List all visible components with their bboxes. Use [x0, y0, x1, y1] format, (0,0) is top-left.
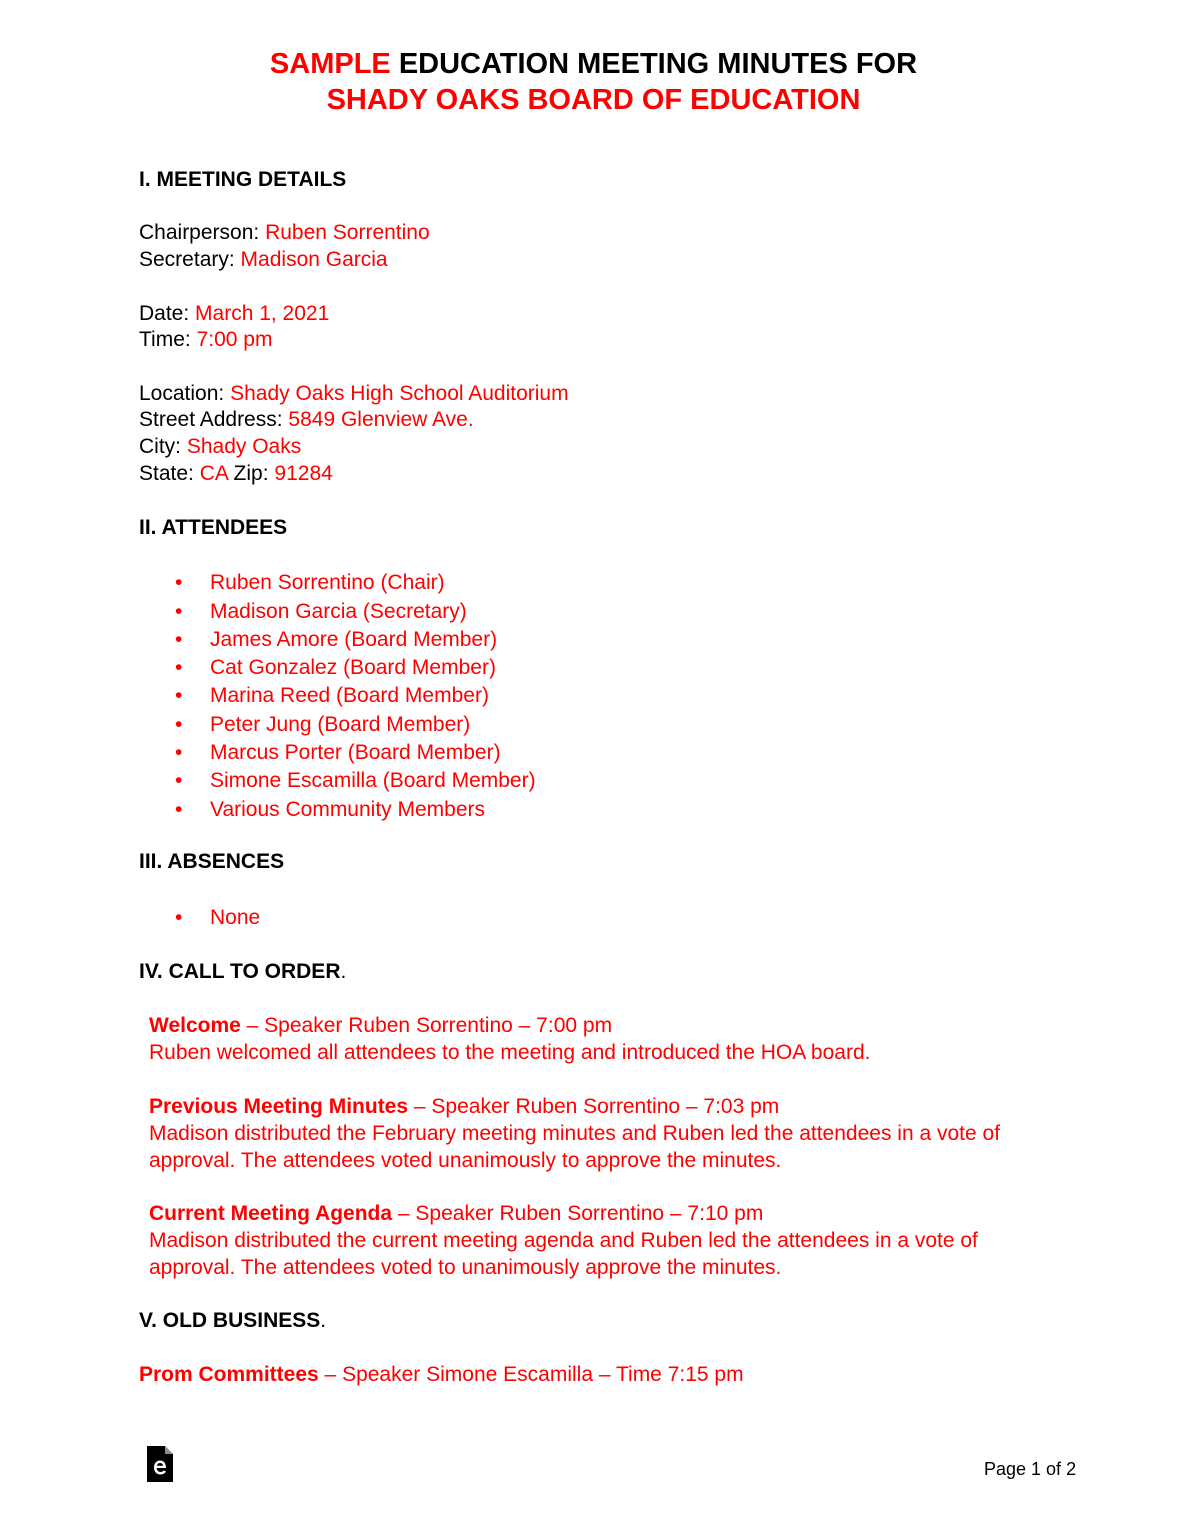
section-heading-call-to-order: IV. CALL TO ORDER. — [139, 960, 347, 983]
city-line — [139, 434, 301, 460]
bullet-icon: • — [175, 713, 183, 736]
list-item: • James Amore (Board Member) — [175, 628, 498, 651]
agenda-item-title: Current Meeting Agenda — [149, 1202, 393, 1225]
bullet-icon: • — [175, 906, 183, 929]
chairperson-value: Ruben Sorrentino — [265, 221, 430, 244]
page-number: Page 1 of 2 — [984, 1459, 1077, 1479]
agenda-item-previous-minutes — [149, 1093, 1049, 1174]
list-item: • Cat Gonzalez (Board Member) — [175, 656, 496, 679]
city-label: City: — [139, 435, 187, 458]
chairperson-label: Chairperson: — [139, 221, 266, 244]
agenda-item-speaker: – Speaker Simone Escamilla – Time 7:15 pm — [318, 1363, 744, 1386]
secretary-value: Madison Garcia — [240, 248, 388, 271]
section-heading-old-business: V. OLD BUSINESS. — [139, 1309, 327, 1332]
list-item: • Marcus Porter (Board Member) — [175, 741, 501, 764]
date-value: March 1, 2021 — [195, 302, 330, 325]
section-heading-meeting-details: I. MEETING DETAILS — [139, 168, 347, 191]
agenda-item-speaker: – Speaker Ruben Sorrentino – 7:00 pm — [240, 1014, 613, 1037]
state-value: CA — [199, 462, 228, 485]
agenda-item-welcome — [149, 1012, 1049, 1066]
bullet-icon: • — [175, 769, 183, 792]
bullet-icon: • — [175, 600, 183, 623]
city-value: Shady Oaks — [186, 435, 302, 458]
agenda-item-header — [149, 1200, 1049, 1227]
document-title-line1 — [0, 46, 1187, 82]
date-label: Date: — [139, 302, 196, 325]
zip-value: 91284 — [274, 462, 333, 485]
agenda-item-speaker: – Speaker Ruben Sorrentino – 7:03 pm — [408, 1095, 780, 1118]
zip-label: Zip: — [227, 462, 275, 485]
time-line — [139, 327, 272, 353]
bullet-icon: • — [175, 684, 183, 707]
secretary-label: Secretary: — [139, 248, 241, 271]
title-line1-text: EDUCATION MEETING MINUTES FOR — [390, 48, 918, 80]
agenda-item-text: Madison distributed the current meeting agenda and Ruben led the attendees in a vote of approval. The attendees voted to unanimously approve the minutes. — [149, 1229, 978, 1279]
agenda-item-prom-committees — [139, 1362, 744, 1388]
location-line — [139, 381, 569, 407]
title-sample-word: SAMPLE — [269, 48, 391, 80]
list-item: • Various Community Members — [175, 798, 486, 821]
document-title-line2: SHADY OAKS BOARD OF EDUCATION — [326, 84, 861, 116]
section-heading-attendees: II. ATTENDEES — [139, 516, 288, 539]
bullet-icon: • — [175, 741, 183, 764]
chairperson-line — [139, 220, 430, 246]
section-heading-absences: III. ABSENCES — [139, 850, 285, 873]
agenda-item-text: Madison distributed the February meeting minutes and Ruben led the attendees in a vote of approval. The attendees voted unanimously to approve the minutes. — [149, 1122, 1001, 1172]
agenda-item-speaker: – Speaker Ruben Sorrentino – 7:10 pm — [392, 1202, 764, 1225]
list-item: • Madison Garcia (Secretary) — [175, 600, 467, 623]
agenda-item-title: Previous Meeting Minutes — [149, 1095, 409, 1118]
state-label: State: — [139, 462, 200, 485]
list-item: • None — [175, 906, 261, 929]
date-line — [139, 301, 329, 327]
agenda-item-title: Welcome — [149, 1014, 241, 1037]
time-label: Time: — [139, 328, 197, 351]
agenda-item-header — [149, 1012, 1049, 1039]
list-item: • Marina Reed (Board Member) — [175, 684, 489, 707]
list-item: • Ruben Sorrentino (Chair) — [175, 571, 445, 594]
street-label: Street Address: — [139, 408, 289, 431]
bullet-icon: • — [175, 798, 183, 821]
location-value: Shady Oaks High School Auditorium — [230, 382, 569, 405]
bullet-icon: • — [175, 656, 183, 679]
street-value: 5849 Glenview Ave. — [288, 408, 474, 431]
agenda-item-text: Ruben welcomed all attendees to the meeting and introduced the HOA board. — [149, 1041, 871, 1064]
agenda-item-header — [149, 1093, 1049, 1120]
agenda-item-title: Prom Committees — [139, 1363, 319, 1386]
list-item: • Peter Jung (Board Member) — [175, 713, 471, 736]
secretary-line — [139, 247, 388, 273]
eforms-logo-icon — [147, 1446, 173, 1482]
state-zip-line — [139, 461, 333, 487]
agenda-item-current-agenda — [149, 1200, 1049, 1281]
time-value: 7:00 pm — [196, 328, 273, 351]
street-line — [139, 407, 474, 433]
bullet-icon: • — [175, 628, 183, 651]
location-label: Location: — [139, 382, 231, 405]
bullet-icon: • — [175, 571, 183, 594]
list-item: • Simone Escamilla (Board Member) — [175, 769, 536, 792]
